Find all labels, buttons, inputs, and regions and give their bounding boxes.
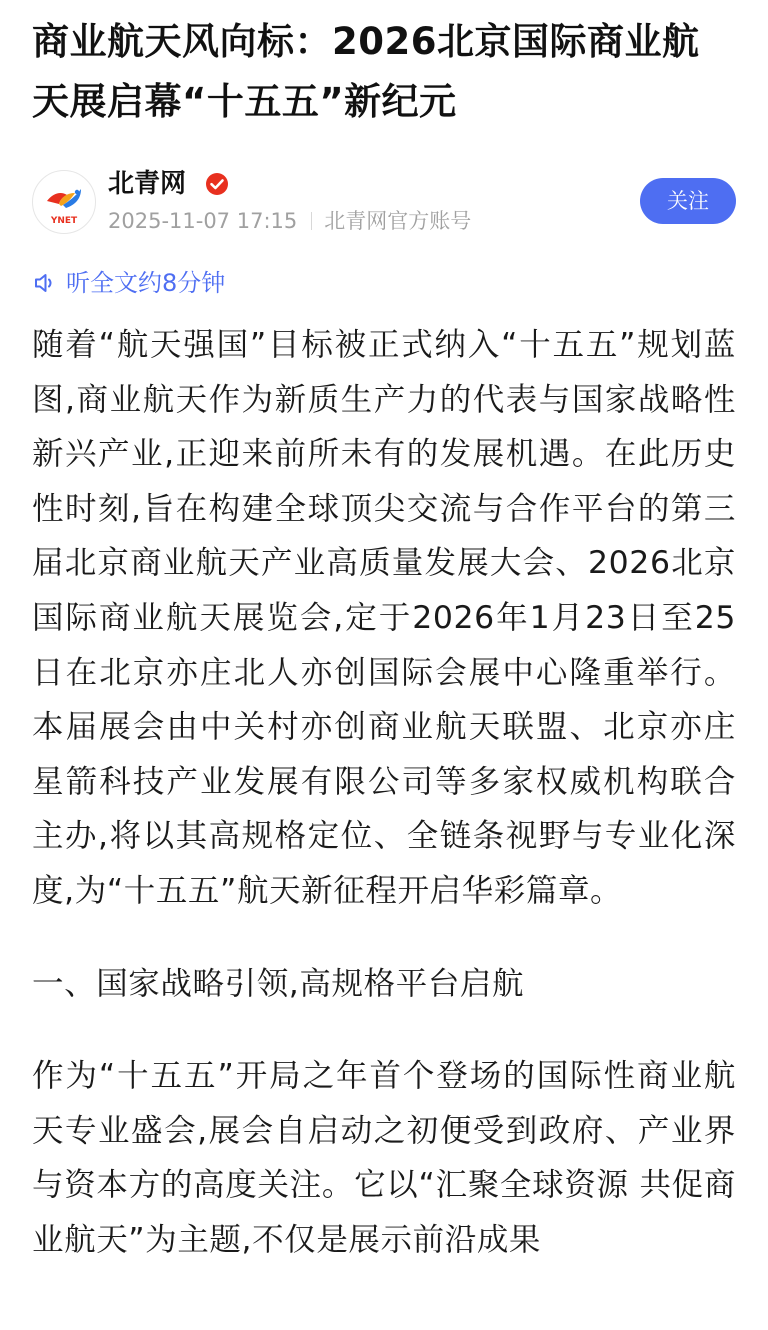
verified-check-icon	[205, 172, 229, 196]
article-body	[32, 318, 736, 1306]
listen-full-text-button[interactable]	[32, 266, 225, 300]
author-name[interactable]: 北青网	[108, 169, 187, 199]
article-meta	[108, 208, 471, 234]
speaker-icon	[32, 270, 58, 296]
ynet-bird-logo-icon	[33, 171, 95, 233]
author-row	[32, 168, 736, 236]
author-avatar[interactable]	[32, 170, 96, 234]
article-paragraph: 作为“十五五”开局之年首个登场的国际性商业航天专业盛会,展会自启动之初便受到政府、产业界与资本方的高度关注。它以“汇聚全球资源 共促商业航天”为主题,不仅是展示前沿成果	[32, 1058, 736, 1258]
meta-divider	[311, 212, 312, 230]
follow-button[interactable]: 关注	[640, 178, 736, 224]
listen-label: 听全文约8分钟	[66, 269, 226, 297]
article-paragraph: 随着“航天强国”目标被正式纳入“十五五”规划蓝图,商业航天作为新质生产力的代表与国家战略性新兴产业,正迎来前所未有的发展机遇。在此历史性时刻,旨在构建全球顶尖交流与合作平台的第三届北京商业航天产业高质量发展大会、2026北京国际商业航天展览会,定于2026年1月23日至25日在北京亦庄北人亦创国际会展中心隆重举行。本届展会由中关村亦创商业航天联盟、北京亦庄星箭科技产业发展有限公司等多家权威机构联合主办,将以其高规格定位、全链条视野与专业化深度,为“十五五”航天新征程开启华彩篇章。	[32, 327, 736, 909]
section-heading: 一、国家战略引领,高规格平台启航	[32, 965, 525, 1002]
publish-date: 2025-11-07 17:15	[108, 209, 298, 233]
avatar-text: YNET	[50, 216, 78, 226]
account-label: 北青网官方账号	[324, 209, 472, 233]
article-title: 商业航天风向标：2026北京国际商业航天展启幕“十五五”新纪元	[32, 20, 700, 123]
